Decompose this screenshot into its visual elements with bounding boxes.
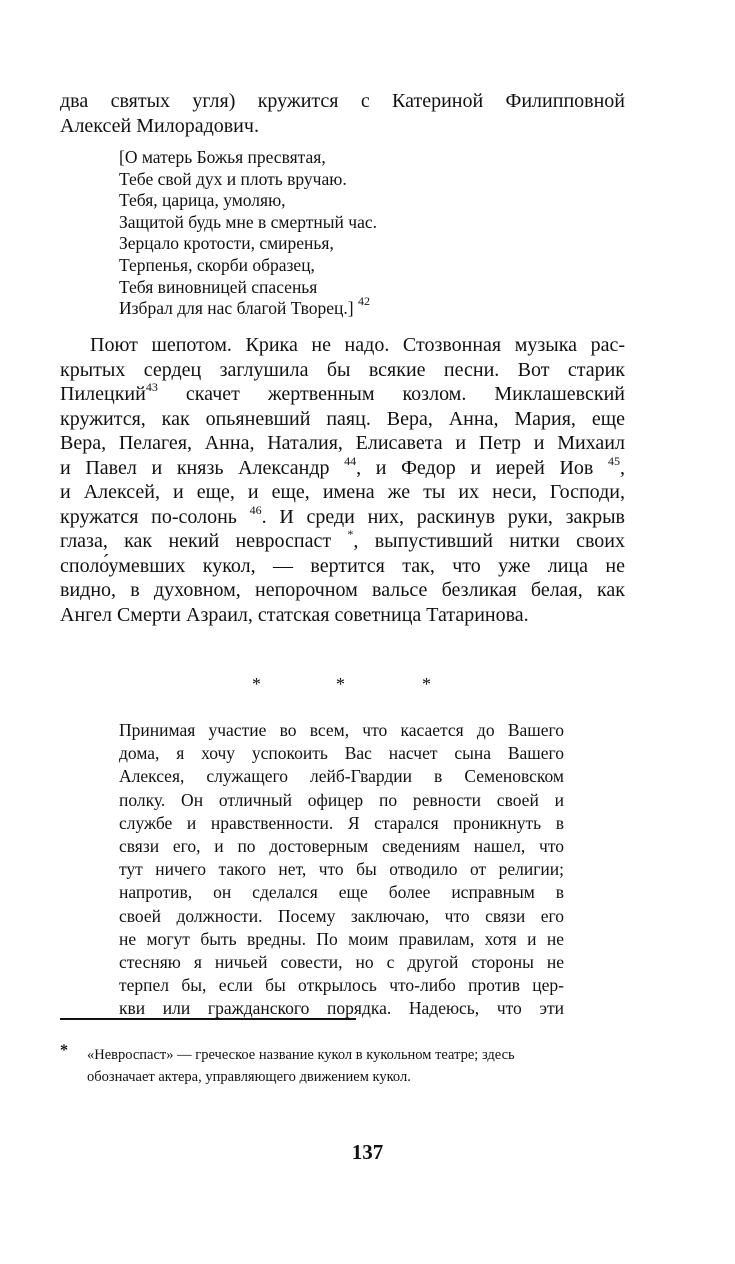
letter-line: терпел бы, если бы открылось что-либо против цер- [119,975,564,996]
letter-line: службе и нравственности. Я старался проникнуть в [119,812,564,833]
letter-line: тут ничего такого нет, что бы отводило от религии; [119,859,564,880]
footnote [87,1044,587,1088]
letter-line: дома, я хочу успокоить Вас насчет сына Вашего [119,743,564,764]
text-span: кружатся по-солонь [60,505,237,528]
text-line [60,529,625,554]
text-span: , выпустивший нитки своих [353,530,625,552]
separator-star: * [422,674,431,694]
footnote-line: обозначает актера, управляющего движением кукол. [87,1069,411,1085]
verse-line [119,294,539,320]
verse-line: Тебя виновницей спасенья [119,276,318,297]
footnote-ref: * [347,527,354,541]
section-separator [240,674,440,694]
text-span: и Павел и князь Александр [60,456,330,479]
text-line: Вера, Пелагея, Анна, Наталия, Елисавета и Петр и Михаил [60,432,625,454]
footnote-ref: 43 [145,380,158,394]
text-line: кружится, как опьяневший паяц. Вера, Анна, Мария, еще [60,407,625,430]
verse-line: Защитой будь мне в смертный час. [119,211,377,232]
footnote-ref: 46 [249,502,262,517]
main-paragraph [60,333,625,627]
verse-line: Тебе свой дух и плоть вручаю. [119,168,347,189]
text-line: Поют шепотом. Крика не надо. Стозвонная музыка рас- [90,334,625,356]
letter-line: связи его, и по достоверным сведениям нашел, что [119,835,564,856]
verse-line: Тебя, царица, умоляю, [119,190,286,211]
letter-line: Алексея, служащего лейб-Гвардии в Семеновском [119,766,564,787]
letter-line: Принимая участие во всем, что касается до Вашего [119,720,564,740]
text-span: . И среди них, раскинув руки, закрыв [261,505,625,528]
text-span: Пилецкий [60,383,146,405]
verse-line: [О матерь Божья пресвятая, [119,147,326,167]
footnote-rule [60,1018,356,1020]
verse-line-text: Избрал для нас благой Творец.] [119,298,354,319]
verse-line: Зерцало кротости, смиренья, [119,233,334,254]
separator-star: * [336,674,345,694]
text-span: скачет жертвенным козлом. Миклашевский [185,383,625,405]
text-span: , и Федор и иерей Иов [356,456,594,479]
letter-line: стесняю я ничьей совести, но с другой стороны не [119,951,564,972]
letter-line: кви или гражданского порядка. Надеюсь, что эти [119,998,564,1019]
text-line [60,382,625,407]
footnote-ref: 44 [344,453,357,468]
letter-line: своей должности. Посему заключаю, что связи его [119,905,564,926]
text-line: и Алексей, и еще, и еще, имена же ты их неси, Господи, [60,481,625,503]
opening-text [60,89,625,138]
prayer-verse [119,147,539,320]
text-line: крытых сердец заглушила бы всякие песни. Вот старик [60,358,625,381]
text-line: Алексей Милорадович. [60,114,259,137]
text-line: видно, в духовном, непорочном вальсе безликая белая, как [60,579,625,601]
text-span: глаза, как некий невроспаст [60,530,332,552]
footnote-ref: 45 [608,453,621,468]
footnote-mark: * [60,1042,68,1059]
page-number: 137 [351,1140,384,1164]
text-line [60,502,625,530]
text-span: , [620,456,626,479]
footnote-line: «Невроспаст» — греческое название кукол в кукольном театре; здесь [87,1047,515,1063]
separator-star: * [252,674,261,694]
verse-line: Терпенья, скорби образец, [119,254,315,275]
text-line: споло́умевших кукол, — вертится так, что уже лица не [60,554,625,577]
letter-line: полку. Он отличный офицер по ревности своей и [119,789,564,810]
footnote-ref: 42 [357,294,370,309]
text-line: Ангел Смерти Азраил, статская советница Татаринова. [60,603,529,626]
text-line [60,453,626,481]
text-line: два святых угля) кружится с Катериной Филипповной [60,90,625,112]
quoted-letter [119,719,564,1020]
letter-line: напротив, он сделался еще более исправным в [119,882,564,903]
letter-line: не могут быть вредны. По моим правилам, хотя и не [119,928,564,949]
